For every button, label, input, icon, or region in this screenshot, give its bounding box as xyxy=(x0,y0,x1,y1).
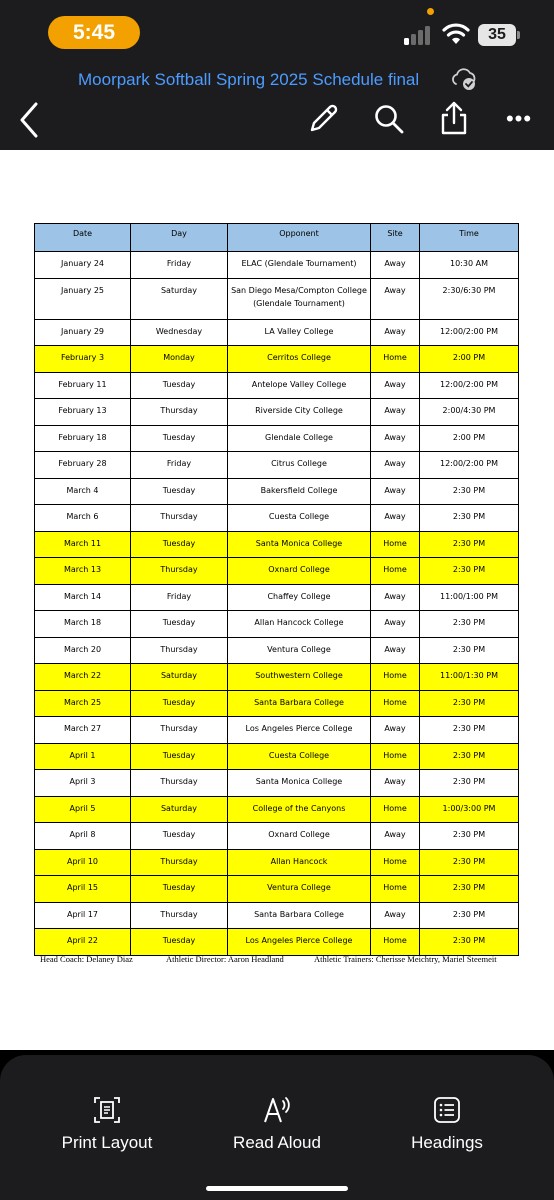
cell-opponent: Cuesta College xyxy=(228,743,371,770)
document-page[interactable] xyxy=(0,150,554,1050)
table-row xyxy=(35,478,519,505)
cell-time: 2:30 PM xyxy=(420,531,519,558)
print-layout-button[interactable] xyxy=(40,1055,174,1153)
cell-site: Home xyxy=(371,558,420,585)
table-row xyxy=(35,399,519,426)
cell-date: April 3 xyxy=(35,770,131,797)
cell-opponent: Cuesta College xyxy=(228,505,371,532)
column-header-day: Day xyxy=(131,224,228,252)
cell-date: February 28 xyxy=(35,452,131,479)
document-title[interactable]: Moorpark Softball Spring 2025 Schedule final xyxy=(78,70,420,89)
cell-opponent: San Diego Mesa/Compton College (Glendale Tournament) xyxy=(228,278,371,319)
cellular-signal-icon xyxy=(404,25,434,45)
cell-day: Thursday xyxy=(131,902,228,929)
cell-day: Tuesday xyxy=(131,531,228,558)
privacy-indicator-dot xyxy=(427,8,434,15)
cell-site: Away xyxy=(371,637,420,664)
cell-site: Home xyxy=(371,849,420,876)
cell-day: Friday xyxy=(131,252,228,279)
cell-opponent: Ventura College xyxy=(228,876,371,903)
cell-time: 2:00/4:30 PM xyxy=(420,399,519,426)
search-icon[interactable] xyxy=(372,102,406,136)
table-header-row xyxy=(35,224,519,252)
cell-day: Wednesday xyxy=(131,319,228,346)
table-row xyxy=(35,902,519,929)
cell-day: Saturday xyxy=(131,796,228,823)
cell-site: Home xyxy=(371,346,420,373)
cell-site: Away xyxy=(371,770,420,797)
print-layout-icon xyxy=(92,1095,122,1125)
cell-opponent: Chaffey College xyxy=(228,584,371,611)
bottom-toolbar xyxy=(0,1055,554,1200)
table-row xyxy=(35,611,519,638)
cell-opponent: Southwestern College xyxy=(228,664,371,691)
cell-site: Away xyxy=(371,425,420,452)
cell-date: April 22 xyxy=(35,929,131,956)
cell-time: 2:30/6:30 PM xyxy=(420,278,519,319)
cell-time: 11:00/1:00 PM xyxy=(420,584,519,611)
cell-opponent: LA Valley College xyxy=(228,319,371,346)
headings-label: Headings xyxy=(411,1133,483,1152)
cell-date: March 25 xyxy=(35,690,131,717)
cell-site: Away xyxy=(371,611,420,638)
wifi-icon xyxy=(442,22,470,46)
cell-site: Away xyxy=(371,478,420,505)
cell-time: 2:30 PM xyxy=(420,876,519,903)
cell-site: Away xyxy=(371,823,420,850)
cell-day: Friday xyxy=(131,452,228,479)
table-row xyxy=(35,278,519,319)
schedule-table xyxy=(34,223,519,956)
cell-time: 2:30 PM xyxy=(420,929,519,956)
cell-time: 2:30 PM xyxy=(420,823,519,850)
cell-site: Home xyxy=(371,796,420,823)
cell-site: Home xyxy=(371,690,420,717)
cell-site: Away xyxy=(371,717,420,744)
table-row xyxy=(35,770,519,797)
cell-time: 2:30 PM xyxy=(420,902,519,929)
battery-indicator: 35 xyxy=(478,24,516,46)
cell-date: March 13 xyxy=(35,558,131,585)
table-row xyxy=(35,372,519,399)
cell-day: Tuesday xyxy=(131,876,228,903)
app-header xyxy=(0,0,554,150)
cell-time: 12:00/2:00 PM xyxy=(420,452,519,479)
cell-day: Thursday xyxy=(131,770,228,797)
cell-opponent: Allan Hancock xyxy=(228,849,371,876)
cell-opponent: Bakersfield College xyxy=(228,478,371,505)
cell-site: Home xyxy=(371,664,420,691)
cell-time: 12:00/2:00 PM xyxy=(420,319,519,346)
cell-opponent: Santa Monica College xyxy=(228,770,371,797)
cell-date: March 14 xyxy=(35,584,131,611)
cell-time: 2:30 PM xyxy=(420,558,519,585)
cell-time: 2:30 PM xyxy=(420,611,519,638)
read-aloud-label: Read Aloud xyxy=(233,1133,321,1152)
cell-date: January 25 xyxy=(35,278,131,319)
cell-date: March 11 xyxy=(35,531,131,558)
cell-opponent: Los Angeles Pierce College xyxy=(228,717,371,744)
cell-opponent: Glendale College xyxy=(228,425,371,452)
cell-opponent: Los Angeles Pierce College xyxy=(228,929,371,956)
cell-time: 10:30 AM xyxy=(420,252,519,279)
cell-site: Away xyxy=(371,505,420,532)
cell-opponent: ELAC (Glendale Tournament) xyxy=(228,252,371,279)
table-row xyxy=(35,252,519,279)
cell-date: April 1 xyxy=(35,743,131,770)
cell-opponent: Santa Monica College xyxy=(228,531,371,558)
cell-opponent: Oxnard College xyxy=(228,558,371,585)
cell-opponent: College of the Canyons xyxy=(228,796,371,823)
cell-site: Home xyxy=(371,929,420,956)
cell-date: February 13 xyxy=(35,399,131,426)
column-header-opponent: Opponent xyxy=(228,224,371,252)
cell-opponent: Antelope Valley College xyxy=(228,372,371,399)
headings-icon xyxy=(432,1095,462,1125)
cell-opponent: Allan Hancock College xyxy=(228,611,371,638)
cell-date: February 18 xyxy=(35,425,131,452)
table-row xyxy=(35,558,519,585)
cell-date: March 18 xyxy=(35,611,131,638)
cell-day: Tuesday xyxy=(131,478,228,505)
cell-opponent: Ventura College xyxy=(228,637,371,664)
column-header-date: Date xyxy=(35,224,131,252)
cell-time: 12:00/2:00 PM xyxy=(420,372,519,399)
cell-opponent: Santa Barbara College xyxy=(228,690,371,717)
table-row xyxy=(35,346,519,373)
cell-day: Tuesday xyxy=(131,823,228,850)
cell-date: April 5 xyxy=(35,796,131,823)
back-icon[interactable] xyxy=(14,100,44,140)
table-row xyxy=(35,743,519,770)
cell-time: 2:30 PM xyxy=(420,849,519,876)
cell-time: 2:30 PM xyxy=(420,478,519,505)
cell-date: April 15 xyxy=(35,876,131,903)
status-time: 5:45 xyxy=(48,16,140,49)
more-icon[interactable]: ••• xyxy=(505,106,533,131)
cloud-sync-icon[interactable] xyxy=(450,67,478,91)
cell-time: 2:30 PM xyxy=(420,505,519,532)
cell-date: April 17 xyxy=(35,902,131,929)
table-row xyxy=(35,637,519,664)
cell-day: Monday xyxy=(131,346,228,373)
cell-site: Away xyxy=(371,399,420,426)
cell-time: 2:00 PM xyxy=(420,425,519,452)
cell-date: March 6 xyxy=(35,505,131,532)
cell-day: Thursday xyxy=(131,637,228,664)
cell-day: Tuesday xyxy=(131,425,228,452)
cell-date: January 29 xyxy=(35,319,131,346)
table-row xyxy=(35,664,519,691)
cell-day: Tuesday xyxy=(131,611,228,638)
column-header-time: Time xyxy=(420,224,519,252)
cell-opponent: Oxnard College xyxy=(228,823,371,850)
share-icon[interactable] xyxy=(437,100,471,136)
cell-date: January 24 xyxy=(35,252,131,279)
cell-date: March 20 xyxy=(35,637,131,664)
head-coach-text: Head Coach: Delaney Diaz xyxy=(40,954,133,964)
cell-site: Away xyxy=(371,452,420,479)
cell-opponent: Cerritos College xyxy=(228,346,371,373)
table-row xyxy=(35,690,519,717)
cell-day: Tuesday xyxy=(131,690,228,717)
table-row xyxy=(35,929,519,956)
table-row xyxy=(35,319,519,346)
table-row xyxy=(35,849,519,876)
cell-date: April 10 xyxy=(35,849,131,876)
cell-time: 2:30 PM xyxy=(420,690,519,717)
cell-date: March 27 xyxy=(35,717,131,744)
cell-time: 2:30 PM xyxy=(420,717,519,744)
headings-button[interactable] xyxy=(380,1055,514,1153)
cell-date: April 8 xyxy=(35,823,131,850)
cell-site: Home xyxy=(371,743,420,770)
cell-time: 2:30 PM xyxy=(420,637,519,664)
cell-day: Saturday xyxy=(131,664,228,691)
read-aloud-button[interactable] xyxy=(210,1055,344,1153)
cell-date: March 4 xyxy=(35,478,131,505)
cell-time: 1:00/3:00 PM xyxy=(420,796,519,823)
cell-opponent: Riverside City College xyxy=(228,399,371,426)
cell-time: 2:00 PM xyxy=(420,346,519,373)
cell-site: Away xyxy=(371,319,420,346)
schedule-body xyxy=(35,252,519,956)
athletic-trainers-text: Athletic Trainers: Cherisse Meichtry, Mariel Steemeit xyxy=(314,954,497,964)
cell-site: Away xyxy=(371,902,420,929)
table-row xyxy=(35,531,519,558)
cell-site: Away xyxy=(371,252,420,279)
cell-day: Thursday xyxy=(131,399,228,426)
cell-day: Tuesday xyxy=(131,372,228,399)
table-row xyxy=(35,823,519,850)
cell-day: Friday xyxy=(131,584,228,611)
column-header-site: Site xyxy=(371,224,420,252)
pen-icon[interactable] xyxy=(306,102,340,136)
table-row xyxy=(35,584,519,611)
cell-day: Tuesday xyxy=(131,743,228,770)
cell-day: Thursday xyxy=(131,505,228,532)
print-layout-label: Print Layout xyxy=(61,1133,153,1152)
cell-day: Tuesday xyxy=(131,929,228,956)
athletic-director-text: Athletic Director: Aaron Headland xyxy=(166,954,284,964)
cell-time: 2:30 PM xyxy=(420,770,519,797)
read-aloud-icon xyxy=(262,1095,292,1125)
table-row xyxy=(35,796,519,823)
cell-site: Away xyxy=(371,372,420,399)
cell-date: February 3 xyxy=(35,346,131,373)
cell-opponent: Citrus College xyxy=(228,452,371,479)
home-indicator[interactable] xyxy=(206,1186,348,1191)
table-row xyxy=(35,717,519,744)
cell-day: Thursday xyxy=(131,717,228,744)
cell-day: Saturday xyxy=(131,278,228,319)
cell-day: Thursday xyxy=(131,558,228,585)
cell-site: Home xyxy=(371,531,420,558)
table-row xyxy=(35,452,519,479)
cell-date: February 11 xyxy=(35,372,131,399)
table-row xyxy=(35,505,519,532)
cell-date: March 22 xyxy=(35,664,131,691)
cell-site: Home xyxy=(371,876,420,903)
table-row xyxy=(35,876,519,903)
cell-time: 11:00/1:30 PM xyxy=(420,664,519,691)
cell-site: Away xyxy=(371,278,420,319)
table-row xyxy=(35,425,519,452)
cell-time: 2:30 PM xyxy=(420,743,519,770)
cell-opponent: Santa Barbara College xyxy=(228,902,371,929)
cell-day: Thursday xyxy=(131,849,228,876)
cell-site: Away xyxy=(371,584,420,611)
